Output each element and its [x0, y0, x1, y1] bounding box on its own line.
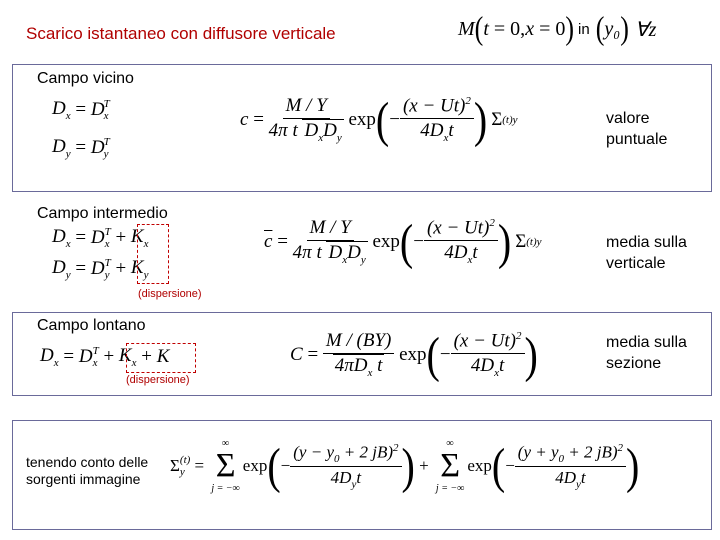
far-dispersion-label: (dispersione): [126, 374, 190, 386]
intermediate-field-dy: $D_y$ = D T y + $K_y$: [52, 257, 149, 281]
near-field-note: valore puntuale: [606, 110, 668, 148]
far-field-label: Campo lontano: [37, 317, 146, 334]
image-sources-formula: Σ (t) y = ∞ Σ j = −∞ exp ( − $\frac{(y - y_0 + 2 jB)^2}{4D_yt}$ ) + ∞ Σ j = −∞ exp ( − $\frac{(y + y_0 + 2 jB)^2}{4D_yt}$ ): [170, 437, 640, 494]
condition-label: y₀: [604, 17, 621, 40]
far-field-concentration: C = $\frac{M / (BY)}{4\pi D_x t}$ exp ( − $\frac{(x - Ut)^2}{4D_xt}$ ): [290, 325, 538, 383]
far-field-dx: $D_x$ = D T x + $K_x$ + K: [40, 345, 170, 369]
near-field-label: Campo vicino: [37, 70, 134, 87]
far-dispersion-highlight: [126, 343, 196, 373]
near-field-dy: $D_y$ = D T y: [52, 136, 110, 160]
image-sources-note: tenendo conto delle sorgenti immagine: [26, 454, 149, 487]
in-label: in: [578, 20, 590, 38]
forall-label: ∀z: [634, 18, 657, 41]
near-field-dx: $D_x$ = D T x: [52, 98, 110, 122]
near-field-concentration: c = $\frac{M / Y}{4\pi t D_xD_y}$ exp ( − $\frac{(x - Ut)^2}{4D_xt}$ ) Σ (t) y: [240, 90, 518, 148]
intermediate-field-dx: $D_x$ = D T x + $K_x$: [52, 226, 149, 250]
far-field-note: media sulla sezione: [606, 334, 687, 372]
intermediate-field-label: Campo intermedio: [37, 205, 168, 222]
intermediate-dispersion-label: (dispersione): [138, 288, 202, 300]
header-formula: M ( t = 0, x = 0 ) in ( y₀ ) ∀z: [458, 10, 657, 47]
intermediate-field-note: media sulla verticale: [606, 234, 687, 272]
intermediate-dispersion-highlight: [137, 224, 169, 284]
slide-title: Scarico istantaneo con diffusore verticale: [26, 24, 336, 43]
intermediate-field-concentration: $\overline{c}$ = $\frac{M / Y}{4\pi t D_xD_y}$ exp ( − $\frac{(x - Ut)^2}{4D_xt}$ ) Σ (t) y: [264, 212, 542, 270]
